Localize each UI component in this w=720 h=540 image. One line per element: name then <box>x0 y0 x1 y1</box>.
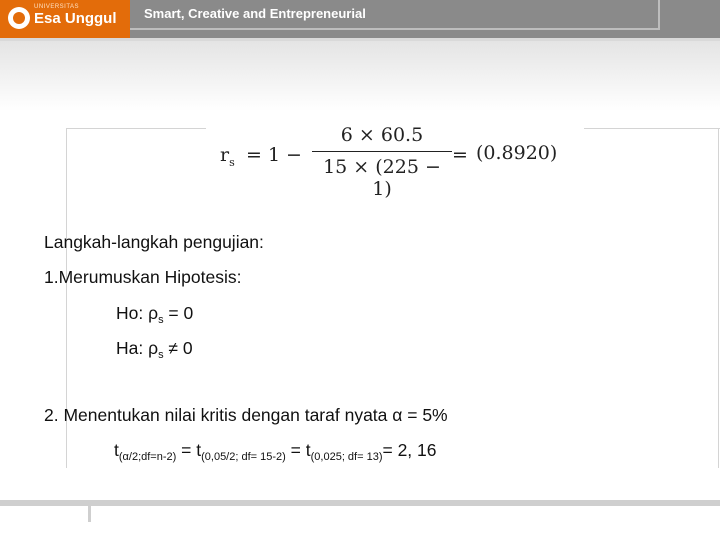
step-1-label: 1.Merumuskan Hipotesis: <box>44 267 242 287</box>
formula-minus: − <box>286 144 302 166</box>
logo-text: Esa Unggul <box>34 10 117 27</box>
step-2-label: 2. Menentukan nilai kritis dengan taraf nyata α = 5% <box>44 405 448 425</box>
critical-value-line: $t_{(\alpha/2;df=n-2)} = t_{(0,05/2; df= 15-2)} = t_{(0,025; df= 13)}= 2$, 16 <box>114 440 437 463</box>
tagline: Smart, Creative and Entrepreneurial <box>144 6 366 21</box>
footer-tick <box>88 500 91 522</box>
header-shadow <box>0 41 720 111</box>
null-hypothesis: Ho: $\rho_s = 0$ <box>116 303 194 326</box>
spearman-formula <box>218 120 578 200</box>
frame-line-top <box>66 128 206 129</box>
formula-equals: = <box>246 144 262 166</box>
fraction-bar <box>312 151 452 152</box>
alt-hypothesis: Ha: $\rho_s \ne 0$ <box>116 338 193 361</box>
formula-equals-2: = <box>452 144 468 166</box>
formula-lhs: $r_s$ <box>220 144 235 169</box>
formula-numerator: 6 × 60.5 <box>340 124 424 146</box>
frame-line-top-right <box>584 128 720 129</box>
frame-line-right <box>718 128 719 468</box>
formula-denominator: 15 × (225 − 1) <box>323 156 441 200</box>
steps-heading: Langkah-langkah pengujian: <box>44 232 264 252</box>
logo-subtitle: UNIVERSITAS <box>34 4 80 10</box>
logo <box>0 0 130 38</box>
formula-fraction <box>312 124 452 200</box>
formula-one: 1 <box>268 144 281 166</box>
footer-bar <box>0 500 720 506</box>
formula-result: (0.8920) <box>476 142 558 164</box>
logo-emblem-icon <box>8 7 30 29</box>
